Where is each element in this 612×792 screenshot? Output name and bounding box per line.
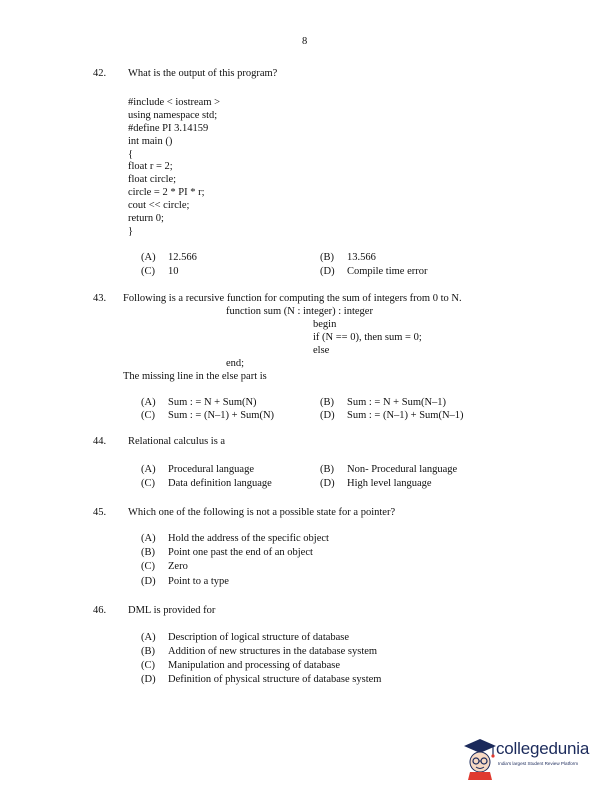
option-c: (C) Zero <box>141 561 188 572</box>
logo-wordmark: collegedunia <box>496 739 590 758</box>
option-b: (B) Non- Procedural language <box>320 464 458 475</box>
begin-line: begin <box>313 319 337 330</box>
option-b: (B) Point one past the end of an object <box>141 547 313 558</box>
collegedunia-logo <box>462 736 602 782</box>
option-c: (C) Data definition language <box>141 478 272 489</box>
option-a: (A) Procedural language <box>141 464 255 475</box>
question-text: Following is a recursive function for computing the sum of integers from 0 to N. <box>123 293 462 304</box>
logo-tagline: India's largest Student Review Platform <box>498 761 579 766</box>
code-line: circle = 2 * PI * r; <box>128 187 205 198</box>
code-line: using namespace std; <box>128 110 218 121</box>
option-c: (C) 10 <box>141 266 179 277</box>
option-d: (D) High level language <box>320 478 432 489</box>
question-number: 45. <box>93 507 107 518</box>
code-line: float circle; <box>128 174 177 185</box>
code-line: { <box>128 149 134 160</box>
code-line: #define PI 3.14159 <box>128 123 209 134</box>
question-number: 46. <box>93 605 107 616</box>
page-number: 8 <box>302 36 308 47</box>
option-d: (D) Compile time error <box>320 266 428 277</box>
option-d: (D) Definition of physical structure of database system <box>141 674 382 685</box>
option-a: (A) Sum : = N + Sum(N) <box>141 397 257 408</box>
else-line: else <box>313 345 330 356</box>
option-a: (A) 12.566 <box>141 252 197 263</box>
graduate-mascot-icon <box>462 736 498 780</box>
option-b: (B) Sum : = N + Sum(N–1) <box>320 397 447 408</box>
missing-line-prompt: The missing line in the else part is <box>123 371 267 382</box>
function-header: function sum (N : integer) : integer <box>226 306 373 317</box>
code-line: cout << circle; <box>128 200 190 211</box>
question-number: 42. <box>93 68 107 79</box>
code-line: int main () <box>128 136 173 147</box>
option-d: (D) Sum : = (N–1) + Sum(N–1) <box>320 410 464 421</box>
option-b: (B) Addition of new structures in the database system <box>141 646 378 657</box>
end-line: end; <box>226 358 245 369</box>
question-text: DML is provided for <box>128 605 216 616</box>
option-b: (B) 13.566 <box>320 252 376 263</box>
option-c: (C) Sum : = (N–1) + Sum(N) <box>141 410 275 421</box>
code-line: float r = 2; <box>128 161 173 172</box>
option-d: (D) Point to a type <box>141 576 229 587</box>
question-text: What is the output of this program? <box>128 68 278 79</box>
option-a: (A) Hold the address of the specific object <box>141 533 329 544</box>
code-line: return 0; <box>128 213 164 224</box>
if-line: if (N == 0), then sum = 0; <box>313 332 422 343</box>
option-a: (A) Description of logical structure of database <box>141 632 350 643</box>
code-line: } <box>128 226 134 237</box>
code-line: #include < iostream > <box>128 97 221 108</box>
question-number: 44. <box>93 436 107 447</box>
option-c: (C) Manipulation and processing of database <box>141 660 341 671</box>
question-text: Which one of the following is not a possible state for a pointer? <box>128 507 396 518</box>
question-text: Relational calculus is a <box>128 436 226 447</box>
question-number: 43. <box>93 293 107 304</box>
